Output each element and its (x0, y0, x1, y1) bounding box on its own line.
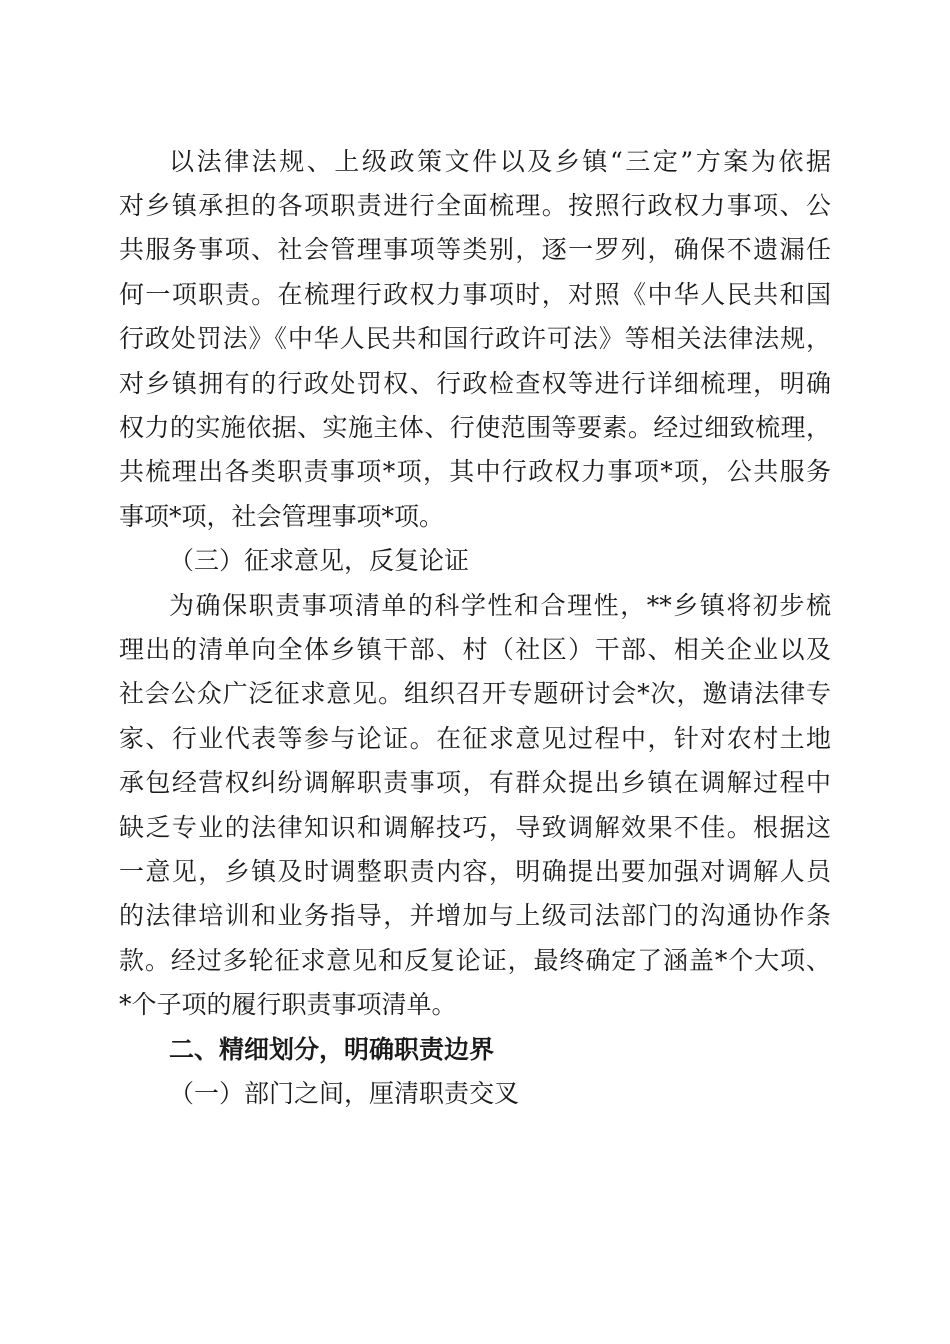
section-2-title: 二、精细划分，明确职责边界 (169, 1035, 495, 1064)
paragraph-2-line-9: 款。经过多轮征求意见和反复论证，最终确定了涵盖*个大项、 (119, 946, 831, 975)
paragraph-2-line-10: *个子项的履行职责事项清单。 (119, 990, 457, 1019)
paragraph-1-line-6: 对乡镇拥有的行政处罚权、行政检查权等进行详细梳理，明确 (119, 369, 831, 398)
heading-section-1-3: （三）征求意见，反复论证 (169, 546, 470, 575)
paragraph-1-line-1: 以法律法规、上级政策文件以及乡镇“三定”方案为依据 (169, 147, 831, 176)
paragraph-2-line-4: 家、行业代表等参与论证。在征求意见过程中，针对农村土地 (119, 724, 831, 753)
paragraph-1-line-8: 共梳理出各类职责事项*项，其中行政权力事项*项，公共服务 (119, 457, 831, 486)
paragraph-1-line-4: 何一项职责。在梳理行政权力事项时，对照《中华人民共和国 (119, 280, 831, 309)
heading-section-2-1: （一）部门之间，厘清职责交叉 (169, 1079, 520, 1108)
paragraph-1-line-7: 权力的实施依据、实施主体、行使范围等要素。经过细致梳理， (119, 413, 831, 442)
paragraph-2-line-7: 一意见，乡镇及时调整职责内容，明确提出要加强对调解人员 (119, 857, 831, 886)
paragraph-2-line-5: 承包经营权纠纷调解职责事项，有群众提出乡镇在调解过程中 (119, 768, 831, 797)
paragraph-2-line-6: 缺乏专业的法律知识和调解技巧，导致调解效果不佳。根据这 (119, 813, 831, 842)
paragraph-1-line-9: 事项*项，社会管理事项*项。 (119, 502, 445, 531)
paragraph-2-line-3: 社会公众广泛征求意见。组织召开专题研讨会*次，邀请法律专 (119, 679, 831, 708)
paragraph-1-line-3: 共服务事项、社会管理事项等类别，逐一罗列，确保不遗漏任 (119, 235, 831, 264)
paragraph-2-line-2: 理出的清单向全体乡镇干部、村（社区）干部、相关企业以及 (119, 635, 831, 664)
paragraph-1-line-5: 行政处罚法》《中华人民共和国行政许可法》等相关法律法规， (119, 324, 831, 353)
paragraph-2-line-8: 的法律培训和业务指导，并增加与上级司法部门的沟通协作条 (119, 901, 831, 930)
paragraph-1-line-2: 对乡镇承担的各项职责进行全面梳理。按照行政权力事项、公 (119, 191, 831, 220)
paragraph-2-line-1: 为确保职责事项清单的科学性和合理性，**乡镇将初步梳 (169, 591, 831, 620)
